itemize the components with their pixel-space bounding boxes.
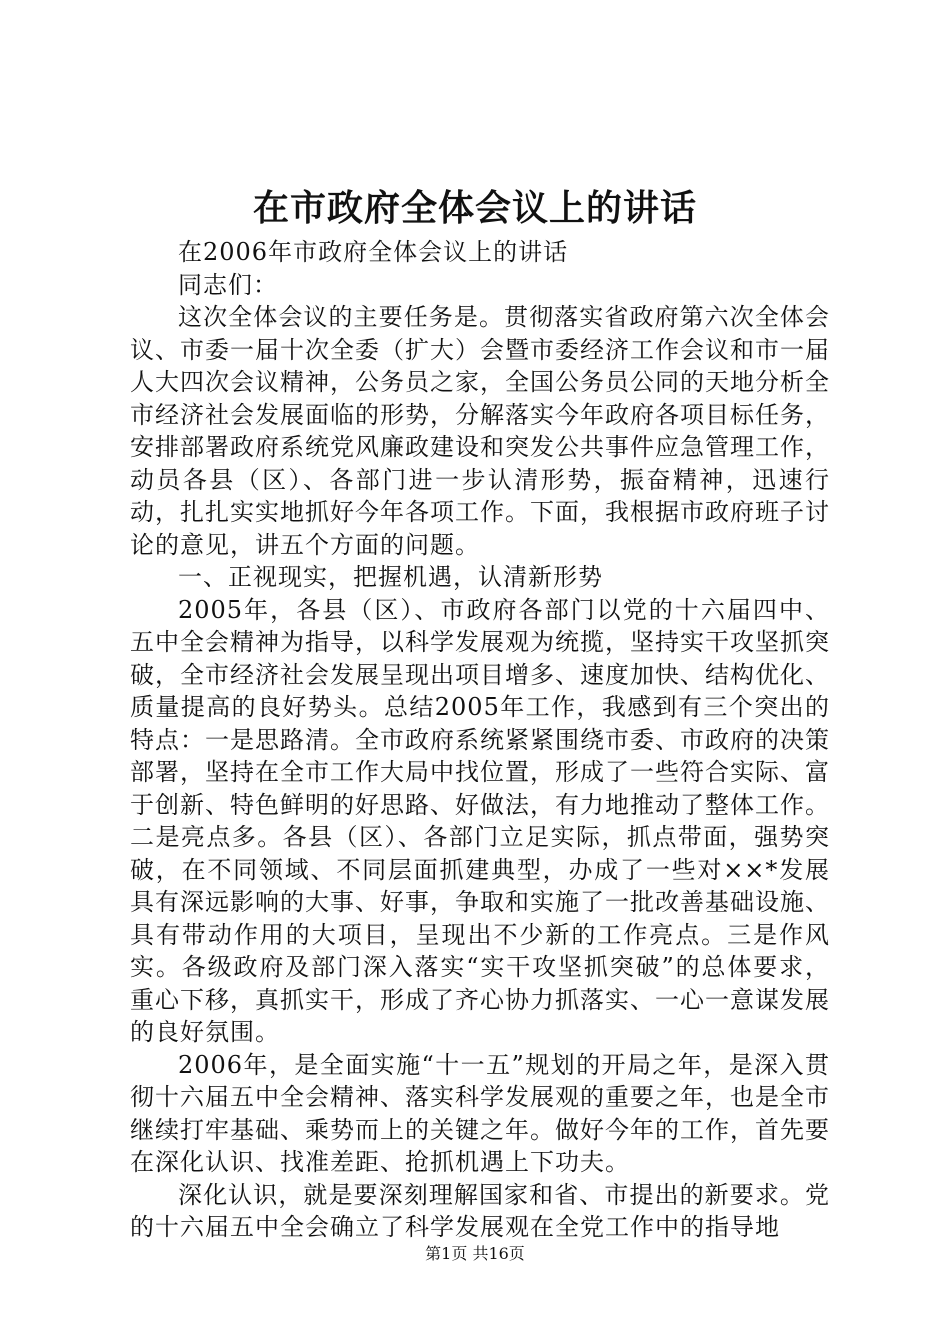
page-number-footer: 第1页 共16页 [425, 1244, 525, 1263]
paragraph: 2006年，是全面实施“十一五”规划的开局之年，是深入贯彻十六届五中全会精神、落实科学发展观的重要之年，也是全市继续打牢基础、乘势而上的关键之年。做好今年的工作，首先要在深化认识、找准差距、抢抓机遇上下功夫。 [130, 1050, 830, 1176]
document-title: 在市政府全体会议上的讲话 [252, 187, 697, 229]
paragraph: 2005年，各县（区）、市政府各部门以党的十六届四中、五中全会精神为指导，以科学发展观为统揽，坚持实干攻坚抓突破，全市经济社会发展呈现出项目增多、速度加快、结构优化、质量提高的良好势头。总结2005年工作，我感到有三个突出的特点：一是思路清。全市政府系统紧紧围绕市委、市政府的决策部署，坚持在全市工作大局中找位置，形成了一些符合实际、富于创新、特色鲜明的好思路、好做法，有力地推动了整体工作。二是亮点多。各县（区）、各部门立足实际，抓点带面，强势突破，在不同领域、不同层面抓建典型，办成了一些对××*发展具有深远影响的大事、好事，争取和实施了一批改善基础设施、具有带动作用的大项目，呈现出不少新的工作亮点。三是作风实。各级政府及部门深入落实“实干攻坚抓突破”的总体要求，重心下移，真抓实干，形成了齐心协力抓落实、一心一意谋发展的良好氛围。 [130, 595, 830, 1046]
paragraph-salutation: 同志们： [178, 270, 278, 299]
section-heading: 一、正视现实，把握机遇，认清新形势 [178, 563, 603, 591]
paragraph-subtitle: 在2006年市政府全体会议上的讲话 [178, 238, 569, 266]
document-body [130, 236, 830, 1244]
paragraph: 深化认识，就是要深刻理解国家和省、市提出的新要求。党的十六届五中全会确立了科学发展观在全党工作中的指导地 [130, 1180, 830, 1241]
paragraph: 这次全体会议的主要任务是。贯彻落实省政府第六次全体会议、市委一届十次全委（扩大）会暨市委经济工作会议和市一届人大四次会议精神，公务员之家，全国公务员公同的天地分析全市经济社会发展面临的形势，分解落实今年政府各项目标任务，安排部署政府系统党风廉政建设和突发公共事件应急管理工作，动员各县（区）、各部门进一步认清形势，振奋精神，迅速行动，扎扎实实地抓好今年各项工作。下面，我根据市政府班子讨论的意见，讲五个方面的问题。 [130, 303, 830, 559]
